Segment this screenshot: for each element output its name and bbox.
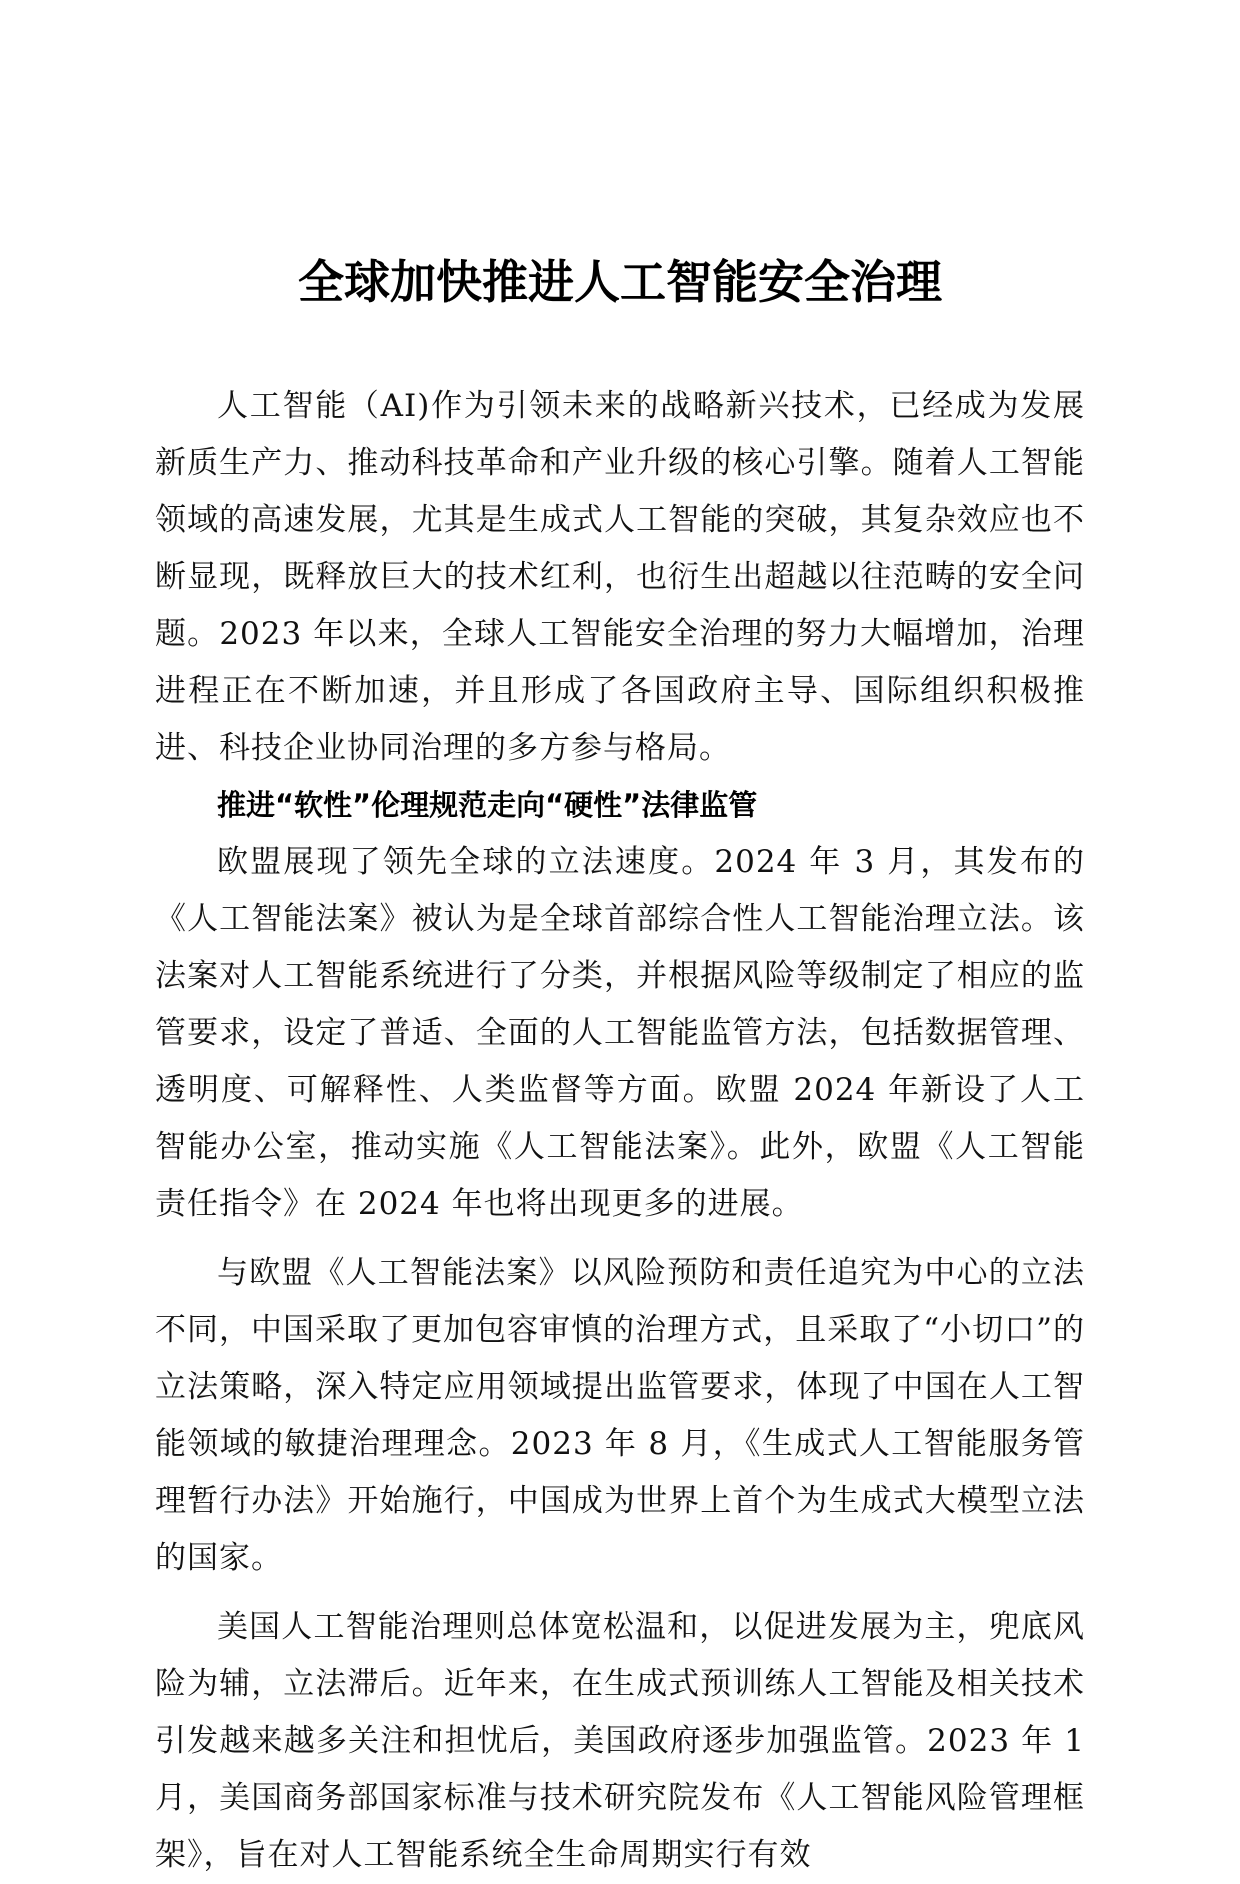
document-title: 全球加快推进人工智能安全治理 — [298, 255, 942, 309]
document-body — [155, 378, 1085, 1884]
eu-paragraph: 欧盟展现了领先全球的立法速度。2024 年 3 月，其发布的《人工智能法案》被认为是全球首部综合性人工智能治理立法。该法案对人工智能系统进行了分类，并根据风险等级制定了相应的监管要求，设定了普适、全面的人工智能监管方法，包括数据管理、透明度、可解释性、人类监督等方面。欧盟 2024 年新设了人工智能办公室，推动实施《人工智能法案》。此外，欧盟《人工智能责任指令》在 2024 年也将出现更多的进展。 — [155, 844, 1085, 1222]
section-heading: 推进“软性”伦理规范走向“硬性”法律监管 — [217, 788, 758, 822]
intro-paragraph: 人工智能（AI)作为引领未来的战略新兴技术，已经成为发展新质生产力、推动科技革命和产业升级的核心引擎。随着人工智能领域的高速发展，尤其是生成式人工智能的突破，其复杂效应也不断显现，既释放巨大的技术红利，也衍生出超越以往范畴的安全问题。2023 年以来，全球人工智能安全治理的努力大幅增加，治理进程正在不断加速，并且形成了各国政府主导、国际组织积极推进、科技企业协同治理的多方参与格局。 — [155, 388, 1085, 766]
us-paragraph: 美国人工智能治理则总体宽松温和，以促进发展为主，兜底风险为辅，立法滞后。近年来，在生成式预训练人工智能及相关技术引发越来越多关注和担忧后，美国政府逐步加强监管。2023 年 1 月，美国商务部国家标准与技术研究院发布《人工智能风险管理框架》，旨在对人工智能系统全生命周期实行有效 — [155, 1609, 1085, 1873]
china-paragraph: 与欧盟《人工智能法案》以风险预防和责任追究为中心的立法不同，中国采取了更加包容审慎的治理方式，且采取了“小切口”的立法策略，深入特定应用领域提出监管要求，体现了中国在人工智能领域的敏捷治理理念。2023 年 8 月，《生成式人工智能服务管理暂行办法》开始施行，中国成为世界上首个为生成式大模型立法的国家。 — [155, 1255, 1085, 1576]
